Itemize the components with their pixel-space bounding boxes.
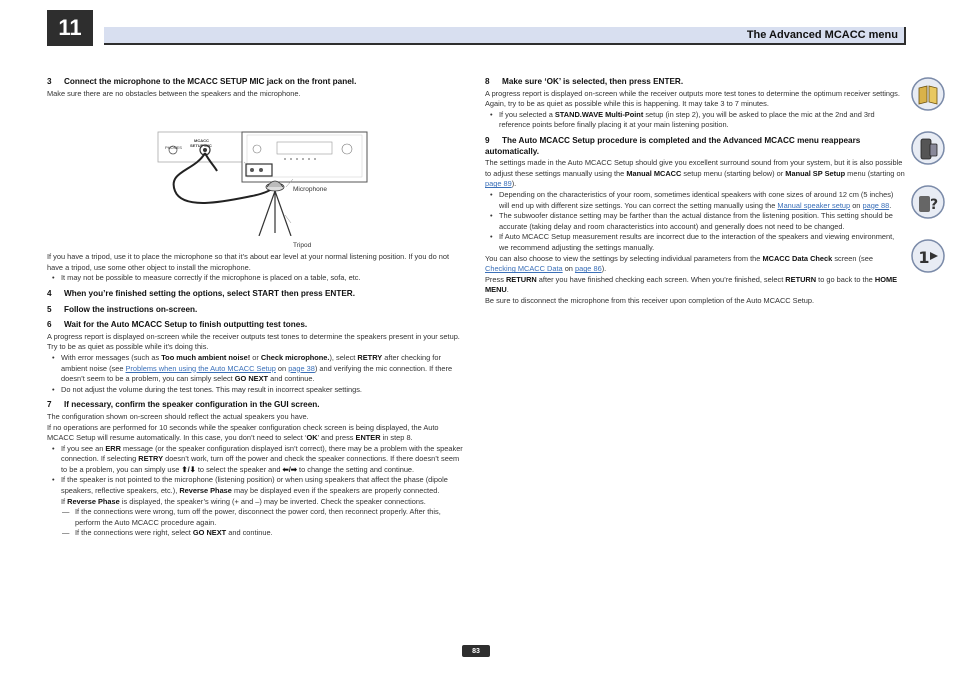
receiver-illustration	[47, 101, 377, 236]
left-column	[47, 74, 467, 539]
step-9-text-2: You can also choose to view the settings by selecting individual parameters from the MCACC Data Check screen (see Checking MCACC Data on page 86).	[485, 253, 873, 274]
step-4-heading: 4 When you’re finished setting the options, select START then press ENTER.	[47, 288, 355, 298]
step-6-heading: 6 Wait for the Auto MCACC Setup to finish outputting test tones.	[47, 320, 308, 330]
step-6-bullet-2: • Do not adjust the volume during the test tones. This may result in incorrect speaker settings.	[47, 385, 467, 396]
page-38-link[interactable]: page 38	[288, 363, 315, 373]
svg-text:?: ?	[929, 197, 939, 213]
tripod-label: Tripod	[293, 242, 312, 250]
step-7-text-1: The configuration shown on-screen should reflect the actual speakers you have.	[47, 411, 309, 421]
page-89-link[interactable]: page 89	[485, 179, 512, 189]
step-8-heading: 8 Make sure ‘OK’ is selected, then press ENTER.	[485, 77, 684, 86]
microphone-setup-figure	[47, 101, 467, 250]
step-8-text-2: Again, try to be as quiet as possible while this is happening. It may take 3 to 7 minutes.	[485, 99, 769, 109]
svg-text:1: 1	[918, 248, 930, 267]
help-question-icon[interactable]	[910, 184, 946, 220]
remote-settings-icon[interactable]	[910, 130, 946, 166]
back-arrow-icon[interactable]	[910, 238, 946, 274]
step-7-bullet-2-continued: If Reverse Phase is displayed, the speaker’s wiring (+ and –) may be inverted. Check the speaker connections.	[61, 496, 426, 506]
page-88-link[interactable]: page 88	[862, 200, 890, 210]
problems-auto-mcacc-link[interactable]: Problems when using the Auto MCACC Setup	[125, 363, 276, 373]
step-6-bullet-1: • With error messages (such as Too much ambient noise! or Check microphone.), select RETRY after checking for ambient noise (see Problems when using the Auto MCACC Setup on page 38) and verifying the mic connection. If there doesn’t seem to be a problem, you can simply select GO NEXT and continue.	[47, 353, 467, 385]
phones-jack-label: PHONES	[165, 145, 182, 151]
mcacc-jack-label-1: MCACC	[194, 138, 209, 144]
step-5-heading: 5 Follow the instructions on-screen.	[47, 304, 198, 314]
step-7-bullet-1: • If you see an ERR message (or the speaker configuration displayed isn’t correct), there may be a problem with the speaker connection. If selecting RETRY doesn’t work, turn off the power and check the speaker connections. If there doesn’t seem to be a problem, you can simply use ⬆/⬇ to select the speaker and ⬅/➡ to change the setting and continue.	[47, 444, 467, 476]
step-9-bullet-1: • Depending on the characteristics of your room, sometimes identical speakers with cone sizes of around 12 cm (5 inches) will end up with different size settings. You can correct the setting manually using the Manual speaker setup on page 88.	[485, 190, 905, 211]
step-9-text-1: The settings made in the Auto MCACC Setup should give you excellent surround sound from your system, but it is also possible to adjust these settings manually using the Manual MCACC setup menu (starting below) or Manual SP Setup menu (starting on page 89).	[485, 158, 905, 189]
step-7-bullet-2: • If the speaker is not pointed to the microphone (listening position) or when using speakers that affect the phase (dipole speakers, reflective speakers, etc.), Reverse Phase may be displayed even if the speakers are properly connected.	[47, 475, 467, 496]
step-9-bullet-2: • The subwoofer distance setting may be farther than the actual distance from the listening position. This setting should be accurate (taking delay and room characteristics into account) and generally does not need to be changed.	[485, 211, 905, 232]
manual-book-icon[interactable]	[910, 76, 946, 112]
page-86-link[interactable]: page 86	[574, 264, 602, 274]
step-9-bullet-3: • If Auto MCACC Setup measurement results are incorrect due to the interaction of the speakers and viewing environment, we recommend adjusting the settings manually.	[485, 232, 905, 253]
header-bar	[104, 27, 906, 45]
step-7-text-2: If no operations are performed for 10 seconds while the speaker configuration check screen is being displayed, the Auto MCACC Setup will resume automatically. In this case, you don’t need to select ‘OK’ and press ENTER in step 8.	[47, 422, 439, 443]
left-right-arrows-icon: ⬅/➡	[282, 464, 297, 474]
page-title: The Advanced MCACC menu	[746, 29, 898, 41]
step-3-heading: 3 Connect the microphone to the MCACC SETUP MIC jack on the front panel.	[47, 77, 357, 86]
tripod-bullet: • It may not be possible to measure correctly if the microphone is placed on a table, sofa, etc.	[47, 273, 467, 284]
page-number: 83	[462, 645, 490, 657]
tripod-paragraph: If you have a tripod, use it to place the microphone so that it’s about ear level at your normal listening position. If you do not have a tripod, use some other object to install the microphone.	[47, 252, 450, 272]
step-8-bullet-1: • If you selected a STAND.WAVE Multi-Point setup (in step 2), you will be asked to place the mic at the 2nd and 3rd reference points before finally placing it at your main listening position.	[485, 110, 905, 131]
step-7-dash-1: — If the connections were wrong, turn off the power, disconnect the power cord, then reconnect properly. After this, perform the Auto MCACC procedure again.	[47, 507, 467, 528]
step-3-text: Make sure there are no obstacles between the speakers and the microphone.	[47, 88, 301, 98]
step-8-text-1: A progress report is displayed on-screen while the receiver outputs more test tones to determine the optimum receiver settings.	[485, 88, 900, 98]
chapter-number: 11	[47, 10, 93, 46]
step-7-heading: 7 If necessary, confirm the speaker configuration in the GUI screen.	[47, 400, 320, 410]
step-7-dash-2: — If the connections were right, select GO NEXT and continue.	[47, 528, 467, 539]
checking-mcacc-data-link[interactable]: Checking MCACC Data	[485, 264, 563, 274]
microphone-label: Microphone	[293, 186, 327, 194]
step-9-heading: 9 The Auto MCACC Setup procedure is completed and the Advanced MCACC menu reappears automatically.	[485, 135, 861, 156]
up-down-arrows-icon: ⬆/⬇	[181, 464, 196, 474]
step-6-text: A progress report is displayed on-screen while the receiver outputs test tones to determine the speakers present in your setup. Try to be as quiet as possible while it’s doing this.	[47, 331, 460, 352]
right-column	[485, 74, 905, 306]
step-9-text-4: Be sure to disconnect the microphone from this receiver upon completion of the Auto MCACC Setup.	[485, 295, 815, 305]
step-9-text-3: Press RETURN after you have finished checking each screen. When you’re finished, select RETURN to go back to the HOME MENU.	[485, 274, 898, 295]
mcacc-jack-label-2: SETUP MIC	[190, 143, 212, 149]
manual-speaker-setup-link[interactable]: Manual speaker setup	[777, 200, 851, 210]
